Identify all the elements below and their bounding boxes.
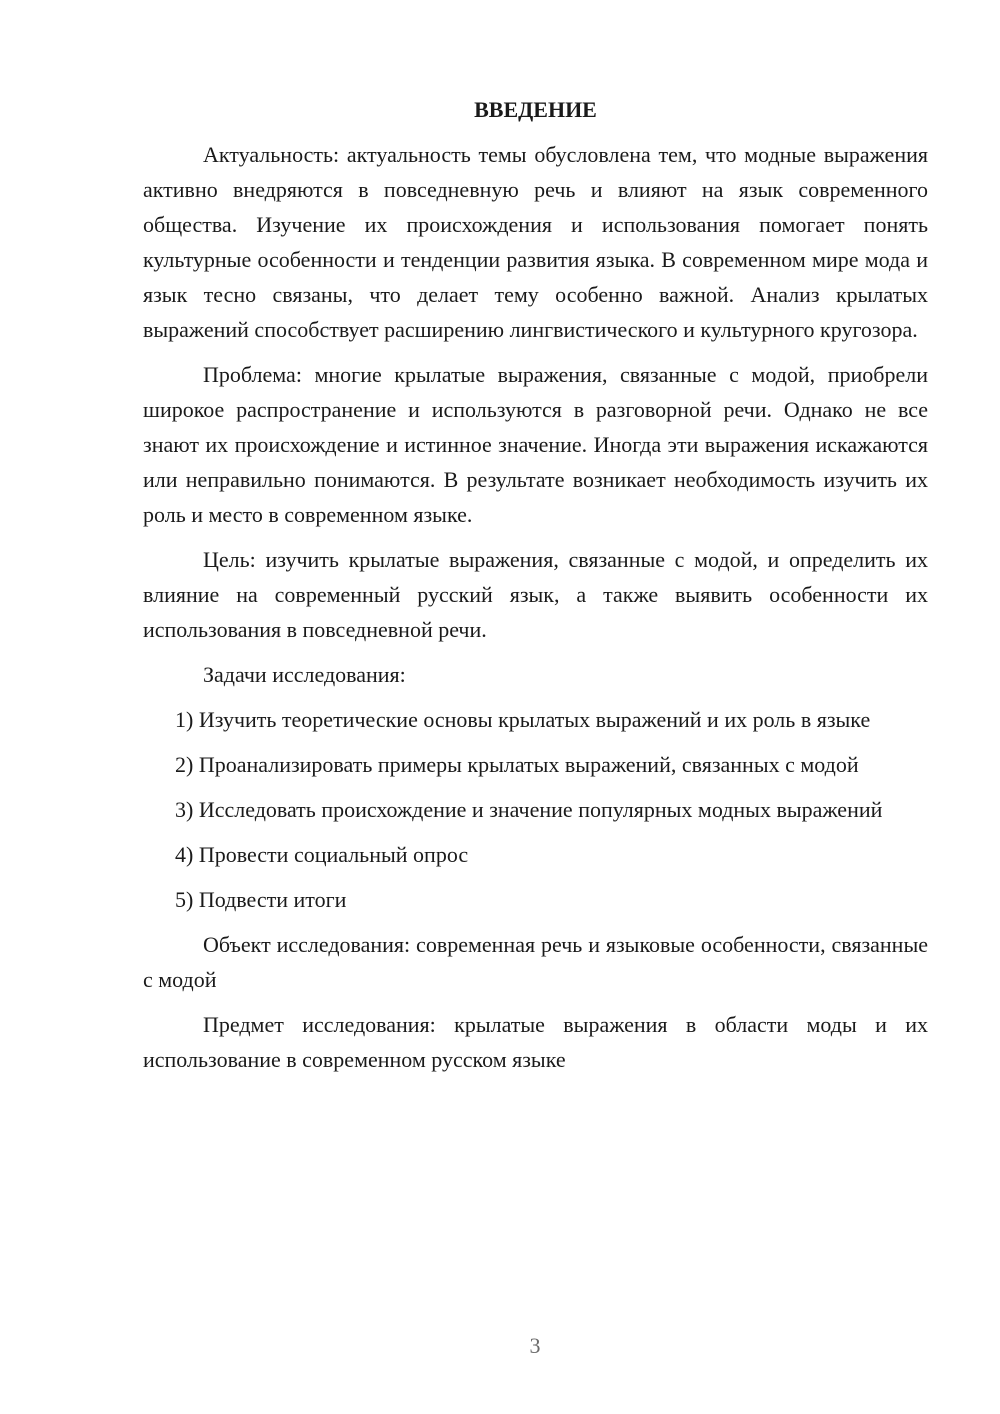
document-body xyxy=(143,95,928,1087)
object-paragraph: Объект исследования: современная речь и языковые особенности, связанные с модой xyxy=(143,932,928,992)
tasks-list xyxy=(143,702,928,917)
task-item: 3) Исследовать происхождение и значение популярных модных выражений xyxy=(175,797,883,822)
goal-paragraph: Цель: изучить крылатые выражения, связанные с модой, и определить их влияние на современный русский язык, а также выявить особенности их использования в повседневной речи. xyxy=(143,547,928,642)
section-heading: ВВЕДЕНИЕ xyxy=(474,97,597,122)
page-number: 3 xyxy=(529,1333,541,1358)
task-item: 4) Провести социальный опрос xyxy=(175,842,469,867)
subject-paragraph: Предмет исследования: крылатые выражения в области моды и их использование в современном русском языке xyxy=(143,1012,928,1072)
task-item: 1) Изучить теоретические основы крылатых выражений и их роль в языке xyxy=(175,707,871,732)
relevance-paragraph: Актуальность: актуальность темы обусловлена тем, что модные выражения активно внедряются в повседневную речь и влияют на язык современного общества. Изучение их происхождения и использования помогает понять культурные особенности и тенденции развития языка. В современном мире мода и язык тесно связаны, что делает тему особенно важной. Анализ крылатых выражений способствует расширению лингвистического и культурного кругозора. xyxy=(143,142,928,342)
problem-paragraph: Проблема: многие крылатые выражения, связанные с модой, приобрели широкое распространение и используются в разговорной речи. Однако не все знают их происхождение и истинное значение. Иногда эти выражения искажаются или неправильно понимаются. В результате возникает необходимость изучить их роль и место в современном языке. xyxy=(143,362,928,527)
task-item: 5) Подвести итоги xyxy=(175,887,347,912)
tasks-title: Задачи исследования: xyxy=(203,662,406,687)
task-item: 2) Проанализировать примеры крылатых выражений, связанных с модой xyxy=(175,752,859,777)
